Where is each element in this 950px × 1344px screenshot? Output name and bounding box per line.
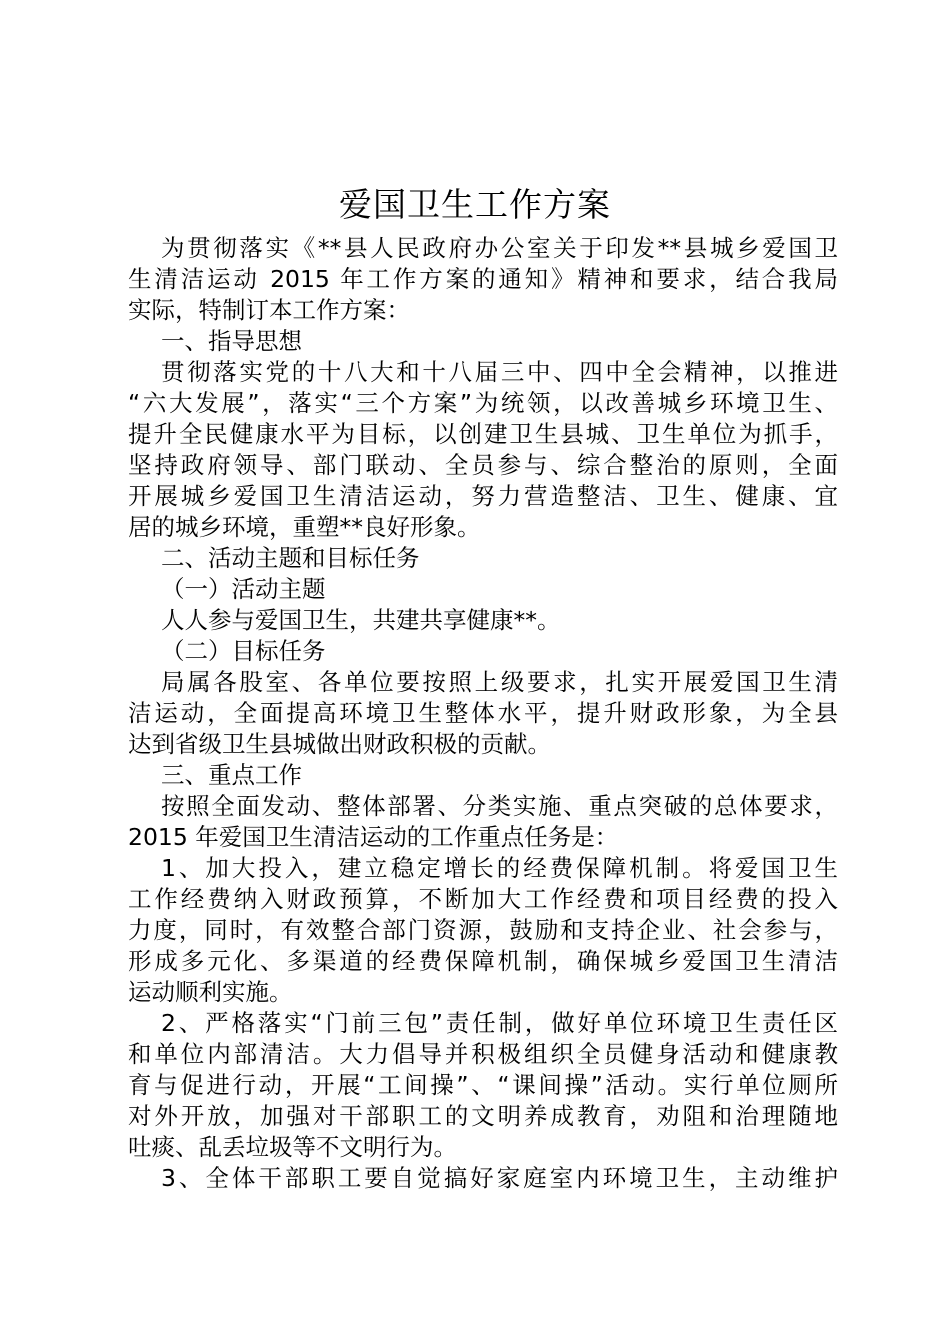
text-line: 坚持政府领导、部门联动、全员参与、综合整治的原则，全面 <box>128 451 838 479</box>
text-line: 局属各股室、各单位要按照上级要求，扎实开展爱国卫生清 <box>161 668 838 696</box>
text-line: 2015 年爱国卫生清洁运动的工作重点任务是： <box>128 823 619 851</box>
text-line: 工作经费纳入财政预算，不断加大工作经费和项目经费的投入 <box>128 885 838 913</box>
text-line: 三、重点工作 <box>161 761 302 789</box>
text-line: （一）活动主题 <box>161 575 326 603</box>
text-line: 力度，同时，有效整合部门资源，鼓励和支持企业、社会参与， <box>128 916 838 944</box>
text-line: 洁运动，全面提高环境卫生整体水平，提升财政形象，为全县 <box>128 699 838 727</box>
text-line: 生清洁运动 2015 年工作方案的通知》精神和要求，结合我局 <box>128 265 838 293</box>
document-body <box>128 233 838 1194</box>
text-line: 一、指导思想 <box>161 327 302 355</box>
text-line: 3、全体干部职工要自觉搞好家庭室内环境卫生，主动维护 <box>161 1164 838 1192</box>
text-line: 1、加大投入，建立稳定增长的经费保障机制。将爱国卫生 <box>161 854 838 882</box>
text-line: 吐痰、乱丢垃圾等不文明行为。 <box>128 1133 457 1161</box>
text-line: 二、活动主题和目标任务 <box>161 544 420 572</box>
text-line: 按照全面发动、整体部署、分类实施、重点突破的总体要求， <box>161 792 838 820</box>
text-line: 达到省级卫生县城做出财政积极的贡献。 <box>128 730 551 758</box>
text-line: 育与促进行动，开展“工间操”、“课间操”活动。实行单位厕所 <box>128 1071 838 1099</box>
text-line: 居的城乡环境，重塑**良好形象。 <box>128 513 481 541</box>
document-title: 爱国卫生工作方案 <box>339 185 611 224</box>
text-line: 对外开放，加强对干部职工的文明养成教育，劝阻和治理随地 <box>128 1102 838 1130</box>
text-line: “六大发展”，落实“三个方案”为统领，以改善城乡环境卫生、 <box>128 389 838 417</box>
text-line: 实际，特制订本工作方案： <box>128 296 410 324</box>
text-line: 运动顺利实施。 <box>128 978 293 1006</box>
text-line: 贯彻落实党的十八大和十八届三中、四中全会精神，以推进 <box>161 358 838 386</box>
text-line: 和单位内部清洁。大力倡导并积极组织全员健身活动和健康教 <box>128 1040 838 1068</box>
text-line: 人人参与爱国卫生，共建共享健康**。 <box>161 606 561 634</box>
text-line: 2、严格落实“门前三包”责任制，做好单位环境卫生责任区 <box>161 1009 838 1037</box>
text-line: 开展城乡爱国卫生清洁运动，努力营造整洁、卫生、健康、宜 <box>128 482 838 510</box>
text-line: （二）目标任务 <box>161 637 326 665</box>
text-line: 为贯彻落实《**县人民政府办公室关于印发**县城乡爱国卫 <box>161 234 838 262</box>
text-line: 提升全民健康水平为目标，以创建卫生县城、卫生单位为抓手， <box>128 420 838 448</box>
text-line: 形成多元化、多渠道的经费保障机制，确保城乡爱国卫生清洁 <box>128 947 838 975</box>
